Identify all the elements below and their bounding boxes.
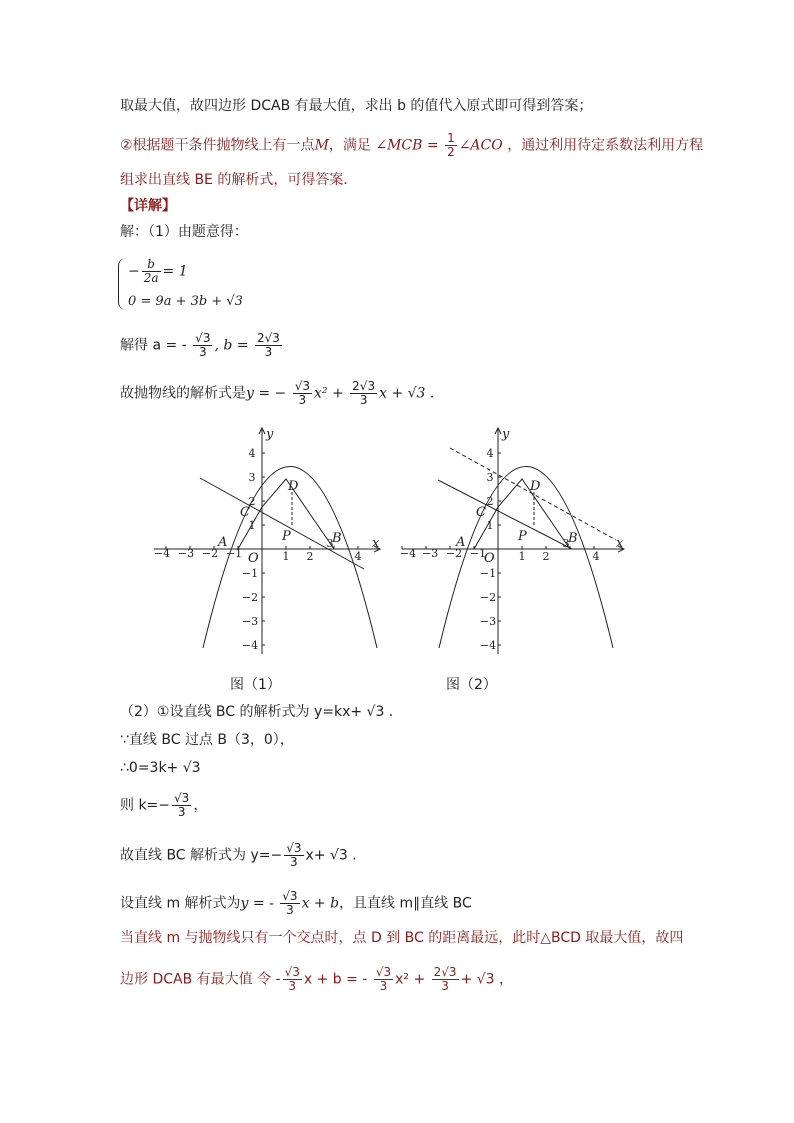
text-line-7 (120, 380, 434, 407)
fraction (280, 890, 299, 917)
label-o: O (248, 551, 259, 566)
num: b (142, 258, 161, 272)
system-eq-1 (128, 258, 188, 285)
text: 当直线 m 与抛物线只有一个交点时，点 D 到 BC 的距离最远，此时△BCD 取最大值，故四 (120, 930, 684, 946)
y-tick-label: −3 (241, 615, 259, 628)
y-tick-label: 3 (248, 471, 256, 484)
text-line-12 (120, 842, 357, 869)
system-eq-2 (128, 292, 243, 312)
x-tick-label: −2 (201, 547, 219, 560)
text-line-8 (120, 702, 393, 722)
label-a: A (456, 535, 466, 550)
fraction (283, 966, 302, 993)
y-tick-label: −2 (479, 591, 497, 604)
caption-figure-2: 图（2） (446, 677, 497, 693)
den: 3 (288, 979, 297, 993)
text-line-10 (120, 758, 201, 778)
label-y: y (502, 427, 510, 442)
x-tick-label: −4 (153, 547, 171, 560)
text: ②根据题干条件抛物线上有一点 (120, 137, 315, 154)
y-tick-label: 1 (248, 519, 256, 532)
y-tick-label: 4 (486, 447, 494, 460)
den: 2 (447, 145, 455, 159)
fraction (374, 966, 393, 993)
x-tick-label: 3 (562, 537, 570, 550)
math-m: M (314, 137, 329, 154)
y-tick-label: 1 (486, 519, 494, 532)
y-tick-label: −4 (241, 639, 259, 652)
y-tick-label: −1 (479, 567, 497, 580)
y-tick-label: −4 (479, 639, 497, 652)
text: ，满足 (328, 137, 371, 154)
text: （2）①设直线 BC 的解析式为 y=kx+ √3 . (120, 704, 394, 720)
den: 3 (177, 805, 186, 819)
text: x² + (314, 385, 344, 402)
x-tick-label: −1 (469, 547, 487, 560)
num: √3 (375, 965, 392, 979)
den: 3 (286, 903, 294, 917)
label-a: A (218, 535, 228, 550)
y-tick-label: 2 (248, 495, 256, 508)
text-line-3 (120, 170, 357, 190)
x-tick-label: 2 (306, 550, 314, 563)
den: 3 (298, 393, 307, 407)
x-tick-label: −2 (445, 547, 463, 560)
label-d: D (530, 479, 541, 494)
label-p: P (518, 529, 527, 544)
num: 2√3 (433, 965, 457, 979)
label-b: B (332, 531, 342, 546)
text: x² + (395, 971, 426, 988)
num: 1 (447, 131, 455, 145)
label-c: C (476, 505, 486, 520)
text-line-15 (120, 966, 513, 993)
text: 故直线 BC 解析式为 y=− (120, 847, 283, 864)
text-line-6 (120, 332, 284, 359)
x-tick-label: 4 (592, 550, 600, 563)
math-angle-aco: ∠ACO (458, 137, 503, 154)
text: ，且直线 m∥直线 BC (339, 895, 472, 912)
text: 解得 a = - (120, 337, 187, 354)
text: 取最大值，故四边形 DCAB 有最大值，求出 b 的值代入原式即可得到答案； (120, 98, 593, 114)
text: = 1 (162, 263, 188, 280)
label-x: x (372, 536, 380, 551)
tangent-line-m (450, 448, 616, 540)
x-tick-label: 1 (282, 550, 290, 563)
num: √3 (174, 791, 190, 805)
x-tick-label: 4 (354, 550, 362, 563)
text: ∵直线 BC 过点 B（3，0）， (120, 732, 294, 748)
caption-figure-1: 图（1） (230, 677, 281, 693)
den: 3 (379, 979, 388, 993)
label-d: D (288, 479, 299, 494)
text: 解：（1）由题意得： (120, 224, 248, 240)
text: ∴0=3k+ √3 (120, 760, 201, 776)
num: √3 (284, 965, 300, 979)
y-tick-label: −2 (241, 591, 259, 604)
y-tick-label: −1 (241, 567, 259, 580)
fraction (255, 332, 282, 359)
den: 3 (264, 345, 273, 359)
text: 组求出直线 BE 的解析式，可得答案． (120, 172, 358, 188)
num: 2√3 (256, 331, 280, 345)
label-x: x (616, 536, 624, 551)
x-tick-label: 1 (518, 550, 526, 563)
label-p: P (282, 529, 291, 544)
num: √3 (195, 331, 211, 345)
text: x + √3 . (379, 385, 435, 402)
text: − (128, 263, 140, 280)
graph-figure-2 (398, 422, 638, 658)
fraction (142, 258, 161, 285)
fraction (293, 380, 312, 407)
fraction-half (445, 132, 457, 159)
num: 2√3 (352, 379, 376, 393)
x-tick-label: −1 (225, 547, 243, 560)
fraction (193, 332, 212, 359)
text: 设直线 m 解析式为 (120, 895, 241, 912)
text-line-9 (120, 730, 294, 750)
x-tick-label: 3 (326, 537, 334, 550)
den: 3 (359, 393, 368, 407)
label-o: O (484, 551, 495, 566)
label-y: y (266, 427, 274, 442)
x-tick-label: −3 (177, 547, 195, 560)
den: 3 (198, 345, 207, 359)
math-angle: ∠MCB = (375, 137, 439, 154)
equation-brace (118, 258, 127, 310)
x-tick-label: −4 (399, 547, 417, 560)
num: √3 (294, 379, 311, 393)
fraction (350, 380, 377, 407)
text-line-5 (120, 222, 248, 242)
den: 2a (143, 271, 159, 285)
text-line-2 (120, 132, 703, 159)
y-tick-label: 4 (248, 447, 256, 460)
section-heading (120, 196, 176, 216)
text: , b = (214, 337, 249, 354)
den: 3 (441, 979, 449, 993)
text: x+ √3 . (305, 847, 357, 864)
den: 3 (290, 855, 298, 869)
y-tick-label: −3 (479, 615, 497, 628)
text: x + b = - (303, 971, 368, 988)
text-line-13 (120, 890, 472, 917)
text: 0 = 9a + 3b + √3 (128, 294, 243, 309)
y-tick-label: 2 (486, 495, 494, 508)
fraction (172, 792, 191, 819)
text: y = − (246, 385, 287, 402)
text: x + b (301, 895, 340, 912)
text: 故抛物线的解析式是 (120, 385, 246, 402)
x-tick-label: 2 (542, 550, 550, 563)
text: 则 k=− (120, 797, 171, 814)
x-tick-label: −3 (421, 547, 439, 560)
text: y = - (240, 895, 274, 912)
fraction (432, 966, 459, 993)
y-tick-label: 3 (486, 471, 494, 484)
text-line-11 (120, 792, 207, 819)
label-c: C (240, 505, 250, 520)
graph-figure-1 (150, 422, 390, 658)
num: √3 (282, 889, 298, 903)
text-line-14 (120, 928, 683, 948)
text: + √3 ， (460, 971, 514, 988)
fraction (284, 842, 303, 869)
label-b: B (568, 531, 578, 546)
text: ，通过利用待定系数法利用方程 (507, 137, 704, 154)
text-line-1 (120, 96, 592, 116)
num: √3 (286, 841, 302, 855)
text: 边形 DCAB 有最大值 令 - (120, 971, 281, 988)
text: ， (193, 797, 208, 814)
text: 【详解】 (120, 198, 176, 214)
